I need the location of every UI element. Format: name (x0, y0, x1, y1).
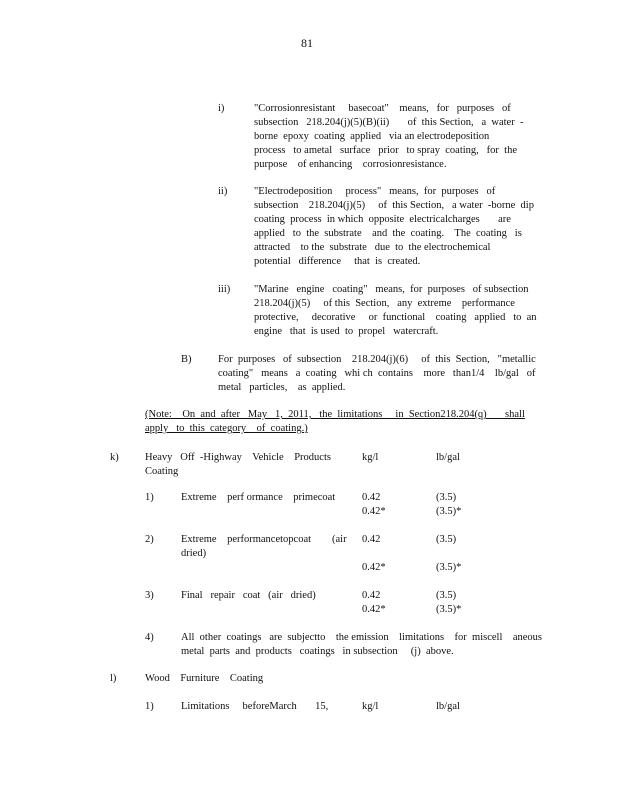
item-text: Extreme perf ormance primecoat (181, 492, 336, 503)
paragraph-line: coating" means a coating whi ch contains more than1/4 lb/gal of (218, 368, 536, 379)
column-header-kg: kg/l (362, 701, 379, 712)
definition-line: potential difference that is created. (254, 256, 421, 267)
lb-value: (3.5) (436, 492, 457, 503)
definition-line: applied to the substrate and the coating. The coating is (254, 228, 522, 239)
definition-line: borne epoxy coating applied via an electrodeposition (254, 131, 490, 142)
item-text: metal parts and products coatings in subsection (j) above. (181, 646, 454, 657)
note-line: apply to this category of coating.) (145, 423, 308, 434)
paragraph-line: metal particles, as applied. (218, 382, 346, 393)
lb-value: (3.5)* (436, 562, 462, 573)
definition-line: attracted to the substrate due to the electrochemical (254, 242, 491, 253)
item-text: Extreme performancetopcoat (air (181, 534, 347, 545)
definition-line: engine that is used to propel watercraft. (254, 326, 439, 337)
kg-value: 0.42* (362, 506, 386, 517)
item-text: Final repair coat (air dried) (181, 590, 316, 601)
definition-line: coating process in which opposite electricalcharges are (254, 214, 511, 225)
definition-label: iii) (218, 284, 231, 295)
definition-line: purpose of enhancing corrosionresistance. (254, 159, 447, 170)
definition-line: subsection 218.204(j)(5) of this Section, a water -borne dip (254, 200, 534, 211)
definition-line: subsection 218.204(j)(5)(B)(ii) of this Section, a water - (254, 117, 524, 128)
kg-value: 0.42* (362, 562, 386, 573)
page-number: 81 (301, 36, 313, 50)
kg-value: 0.42* (362, 604, 386, 615)
section-label: l) (110, 673, 117, 684)
definition-line: "Electrodeposition process" means, for purposes of (254, 186, 496, 197)
definition-label: i) (218, 103, 225, 114)
note-line: (Note: On and after May 1, 2011, the limitations in Section218.204(q) shall (145, 409, 525, 420)
definition-line: 218.204(j)(5) of this Section, any extreme performance (254, 298, 515, 309)
item-number: 1) (145, 492, 154, 503)
section-title: Wood Furniture Coating (145, 673, 264, 684)
definition-line: protective, decorative or functional coating applied to an (254, 312, 537, 323)
item-number: 1) (145, 701, 154, 712)
item-number: 4) (145, 632, 154, 643)
section-title: Heavy Off -Highway Vehicle Products (145, 452, 331, 463)
column-header-lb: lb/gal (436, 701, 460, 712)
item-text: Limitations beforeMarch 15, (181, 701, 329, 712)
paragraph-label: B) (181, 354, 192, 365)
section-label: k) (110, 452, 119, 463)
kg-value: 0.42 (362, 590, 381, 601)
column-header-lb: lb/gal (436, 452, 460, 463)
definition-label: ii) (218, 186, 228, 197)
item-number: 2) (145, 534, 154, 545)
item-text: dried) (181, 548, 207, 559)
lb-value: (3.5) (436, 590, 457, 601)
item-number: 3) (145, 590, 154, 601)
definition-line: process to ametal surface prior to spray coating, for the (254, 145, 517, 156)
lb-value: (3.5)* (436, 604, 462, 615)
paragraph-line: For purposes of subsection 218.204(j)(6) of this Section, "metallic (218, 354, 536, 365)
item-text: All other coatings are subjectto the emission limitations for miscell aneous (181, 632, 543, 643)
definition-line: "Marine engine coating" means, for purposes of subsection (254, 284, 529, 295)
lb-value: (3.5)* (436, 506, 462, 517)
lb-value: (3.5) (436, 534, 457, 545)
definition-line: "Corrosionresistant basecoat" means, for purposes of (254, 103, 511, 114)
column-header-kg: kg/l (362, 452, 379, 463)
kg-value: 0.42 (362, 492, 381, 503)
section-title: Coating (145, 466, 179, 477)
kg-value: 0.42 (362, 534, 381, 545)
